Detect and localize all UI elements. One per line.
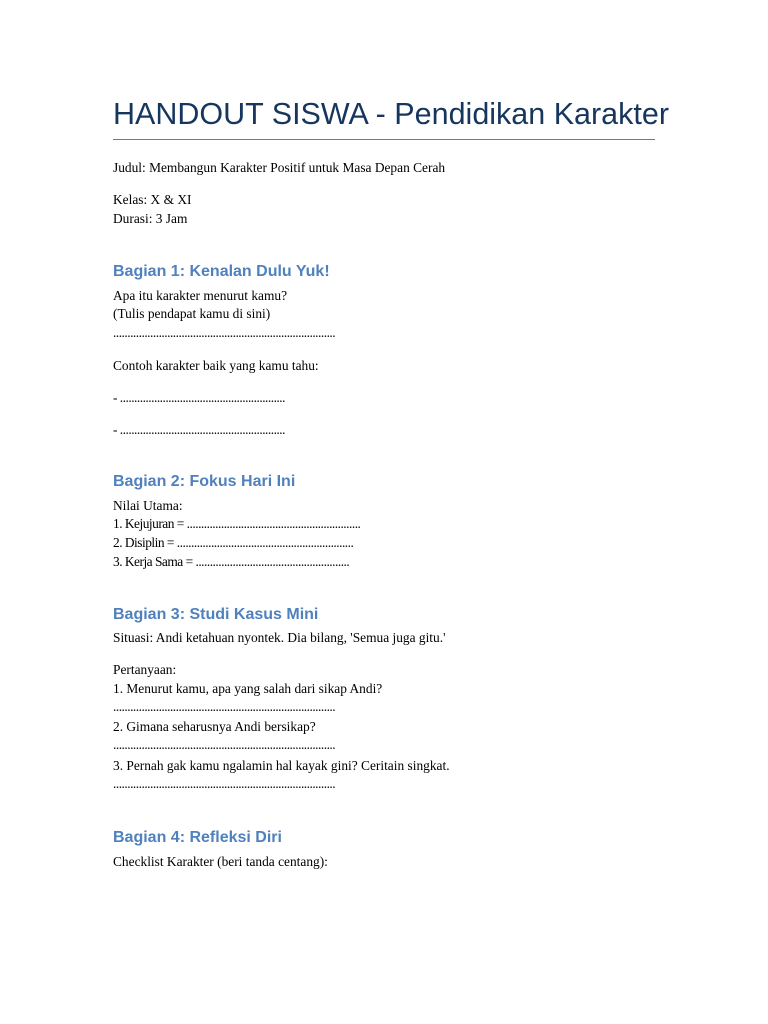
section-1-example-line-1: - .......................................................... <box>113 390 285 405</box>
section-3-answer-3: .............................................................................. <box>113 776 336 791</box>
section-2-heading: Bagian 2: Fokus Hari Ini <box>113 473 296 490</box>
section-3-situation: Situasi: Andi ketahuan nyontek. Dia bilang, 'Semua juga gitu.' <box>113 630 446 645</box>
section-4-heading: Bagian 4: Refleksi Diri <box>113 829 282 846</box>
section-2-subtitle: Nilai Utama: <box>113 498 183 513</box>
section-1-heading: Bagian 1: Kenalan Dulu Yuk! <box>113 263 330 280</box>
section-1-question: Apa itu karakter menurut kamu? <box>113 288 288 303</box>
durasi-line: Durasi: 3 Jam <box>113 211 188 226</box>
section-2-item-2: 2. Disiplin = .............................................................. <box>113 535 354 550</box>
section-3-question-1: 1. Menurut kamu, apa yang salah dari sikap Andi? <box>113 681 383 696</box>
kelas-line: Kelas: X & XI <box>113 192 192 207</box>
section-1-example-line-2: - .......................................................... <box>113 422 285 437</box>
section-3-answer-2: .............................................................................. <box>113 737 336 752</box>
section-3-question-3: 3. Pernah gak kamu ngalamin hal kayak gini? Ceritain singkat. <box>113 758 450 773</box>
section-3-questions-label: Pertanyaan: <box>113 662 177 677</box>
section-3-heading: Bagian 3: Studi Kasus Mini <box>113 606 319 623</box>
section-3-question-2: 2. Gimana seharusnya Andi bersikap? <box>113 719 316 734</box>
section-1-instruction: (Tulis pendapat kamu di sini) <box>113 306 271 321</box>
section-1-examples-prompt: Contoh karakter baik yang kamu tahu: <box>113 358 319 373</box>
title-underline <box>113 139 655 140</box>
section-2-item-1: 1. Kejujuran = ............................................................. <box>113 516 361 531</box>
section-2-item-3: 3. Kerja Sama = ...................................................... <box>113 554 350 569</box>
judul-line: Judul: Membangun Karakter Positif untuk Masa Depan Cerah <box>113 160 446 175</box>
section-4-checklist-label: Checklist Karakter (beri tanda centang): <box>113 854 328 869</box>
section-1-answer-line: .............................................................................. <box>113 325 336 340</box>
document-title: HANDOUT SISWA - Pendidikan Karakter <box>113 97 669 131</box>
section-3-answer-1: .............................................................................. <box>113 699 336 714</box>
